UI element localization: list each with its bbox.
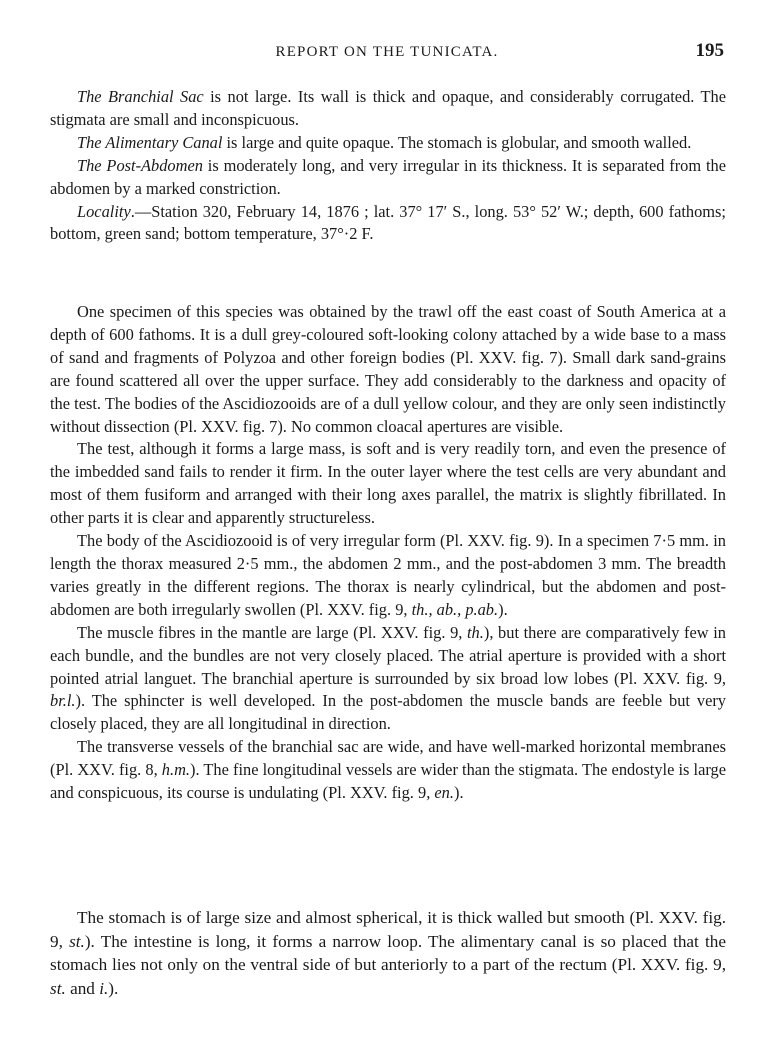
figure-reference-italic: br.l.	[50, 691, 76, 711]
alimentary-canal-label: The Alimentary Canal	[77, 132, 223, 152]
running-title: REPORT ON THE TUNICATA.	[275, 44, 499, 60]
post-abdomen-label: The Post-Abdomen	[77, 155, 203, 175]
text-run: ), but there are comparatively few in each bundle, and the bundles are not very closely placed. The atrial aperture is provided with a short pointed atrial languet. The branchial aperture is surrounded by six broad low lobes (Pl. XXV. fig. 9,	[50, 622, 726, 688]
branchial-sac-label: The Branchial Sac	[77, 87, 204, 106]
branchial-sac-text: is not large. Its wall is thick and opaque, and considerably corrugated. The stigmata are small and inconspicuous.	[50, 87, 726, 129]
figure-reference-italic: st.	[69, 931, 85, 951]
figure-reference-italic: th.	[467, 622, 484, 642]
text-run: The muscle fibres in the mantle are large (Pl. XXV. fig. 9,	[77, 622, 467, 642]
figure-reference-italic: h.m.	[161, 760, 191, 780]
text-run: The body of the Ascidiozooid is of very irregular form (Pl. XXV. fig. 9). In a specimen 7·5 mm. in length the thorax measured 2·5 mm., the abdomen 2 mm., and the post-abdomen 3 mm. The breadth varies greatly in the different regions. The thorax is nearly cylindrical, but the abdomen and post-abdomen are both irregularly swollen (Pl. XXV. fig. 9,	[50, 531, 726, 619]
alimentary-canal-text: is large and quite opaque. The stomach is globular, and smooth walled.	[222, 132, 692, 152]
text-run: The stomach is of large size and almost spherical, it is thick walled but smooth (Pl. XXV. fig. 9,	[50, 908, 726, 951]
figure-reference-italic: st.	[50, 978, 66, 998]
text-run: ).	[498, 599, 508, 619]
figure-reference-italic: th., ab., p.ab.	[411, 599, 499, 619]
specimen-paragraph: One specimen of this species was obtained by the trawl off the east coast of South America at a depth of 600 fathoms. It is a dull grey-coloured soft-looking colony attached by a wide base to a mass of sand and fragments of Polyzoa and other foreign bodies (Pl. XXV. fig. 7). Small dark sand-grains are found scattered all over the upper surface. They add considerably to the darkness and opacity of the test. The bodies of the Ascidiozooids are of a dull yellow colour, and they are only seen indistinctly without dissection (Pl. XXV. fig. 7). No common cloacal apertures are visible.	[50, 302, 726, 436]
text-run: The transverse vessels of the branchial sac are wide, and have well-marked horizontal membranes (Pl. XXV. fig. 8,	[50, 737, 726, 780]
running-head	[50, 40, 724, 70]
branchial-sac-paragraph	[50, 86, 726, 132]
locality-label: Locality	[77, 201, 131, 221]
text-run: ).	[108, 978, 119, 998]
branchial-vessels-paragraph	[50, 736, 726, 805]
locality-text: .—Station 320, February 14, 1876 ; lat. 37° 17′ S., long. 53° 52′ W.; depth, 600 fathoms; bottom, green sand; bottom temperature, 37°·2 F.	[50, 201, 726, 244]
test-paragraph: The test, although it forms a large mass, is soft and is very readily torn, and even the presence of the imbedded sand fails to render it firm. In the outer layer where the test cells are very abundant and most of them fusiform and arranged with their long axes parallel, the matrix is slightly fibrillated. In other parts it is clear and apparently structureless.	[50, 439, 726, 528]
alimentary-canal-paragraph	[50, 132, 726, 155]
body-text	[50, 301, 726, 805]
post-abdomen-text: is moderately long, and very irregular in its thickness. It is separated from the abdomen by a marked constriction.	[50, 155, 727, 198]
locality-paragraph	[50, 201, 726, 247]
figure-reference-italic: i.	[99, 978, 109, 998]
text-run: ). The intestine is long, it forms a narrow loop. The alimentary canal is so placed that the stomach lies not only on the ventral side of but anteriorly to a part of the rectum (Pl. XXV. fig. 9,	[50, 931, 727, 975]
stomach-paragraph	[50, 906, 726, 1000]
text-run: and	[65, 978, 100, 998]
muscle-fibres-paragraph	[50, 622, 726, 737]
species-description	[50, 86, 726, 246]
post-abdomen-paragraph	[50, 155, 726, 201]
text-run: ). The sphincter is well developed. In the post-abdomen the muscle bands are feeble but very closely placed, they are all longitudinal in direction.	[50, 691, 726, 734]
ascidiozooid-body-paragraph	[50, 530, 726, 622]
text-run: ).	[453, 783, 464, 803]
page-number: 195	[695, 40, 724, 61]
body-text-bottom	[50, 906, 726, 1000]
text-run: ). The fine longitudinal vessels are wider than the stigmata. The endostyle is large and conspicuous, its course is undulating (Pl. XXV. fig. 9,	[50, 760, 726, 803]
figure-reference-italic: en.	[434, 783, 454, 803]
